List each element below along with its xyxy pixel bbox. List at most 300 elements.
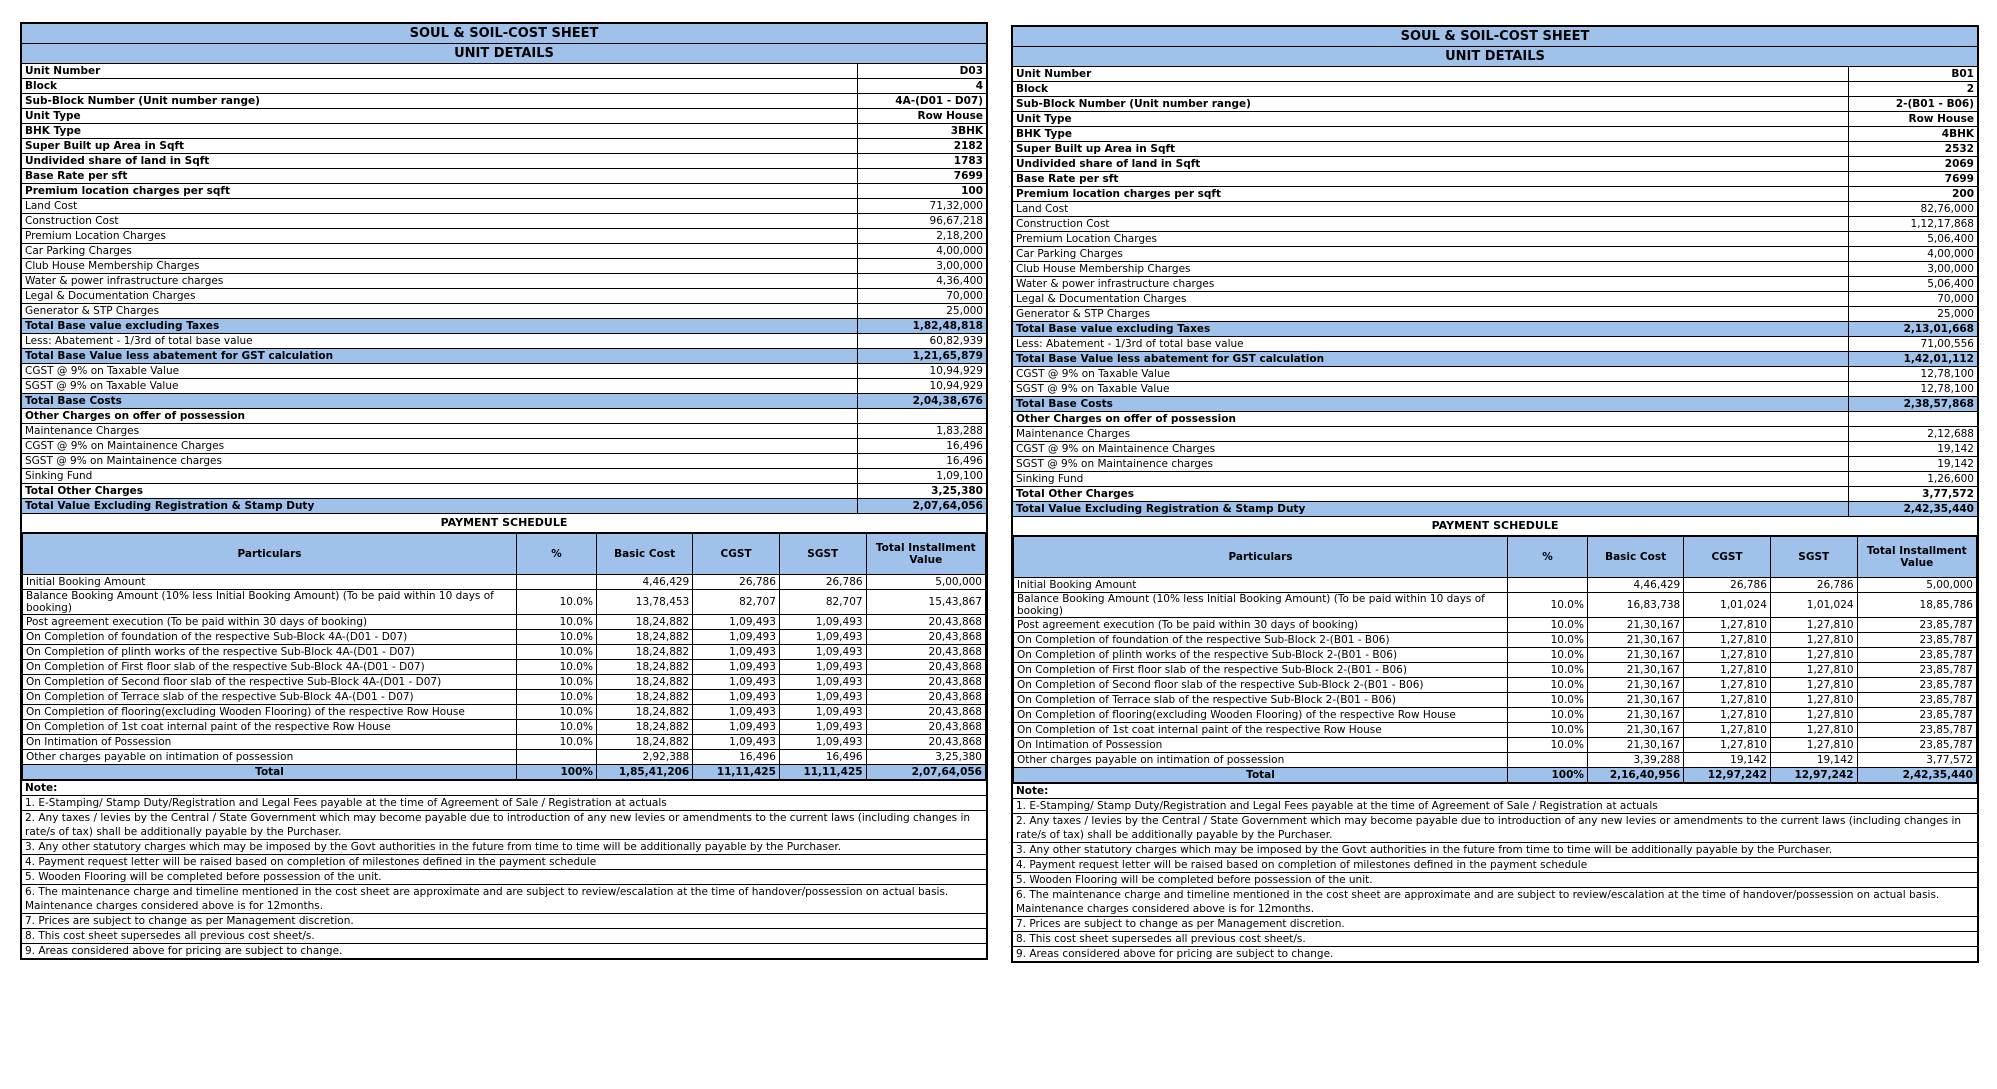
- detail-label: Sub-Block Number (Unit number range): [1013, 97, 1849, 112]
- schedule-cell: 3,77,572: [1857, 753, 1976, 768]
- detail-row: [1013, 502, 1977, 517]
- schedule-cell: 20,43,868: [866, 630, 985, 645]
- schedule-total-cell: 11,11,425: [779, 765, 866, 780]
- schedule-cell: 1,09,493: [693, 660, 780, 675]
- schedule-cell: 1,09,493: [693, 630, 780, 645]
- schedule-row: [23, 720, 986, 735]
- schedule-cell: 1,27,810: [1770, 708, 1857, 723]
- detail-label: Total Base Value less abatement for GST calculation: [22, 349, 858, 364]
- schedule-cell: 3,39,288: [1587, 753, 1683, 768]
- schedule-cell: On Completion of flooring(excluding Wooden Flooring) of the respective Row House: [23, 705, 517, 720]
- schedule-cell: 1,09,493: [779, 660, 866, 675]
- detail-row: [1013, 142, 1977, 157]
- schedule-row: [1014, 593, 1977, 618]
- schedule-total-cell: Total: [1014, 768, 1508, 783]
- detail-label: Other Charges on offer of possession: [1013, 412, 1849, 427]
- note-item: 4. Payment request letter will be raised based on completion of milestones defined in the payment schedule: [22, 854, 986, 869]
- detail-label: Club House Membership Charges: [1013, 262, 1849, 277]
- schedule-cell: 10.0%: [1508, 648, 1588, 663]
- schedule-cell: 20,43,868: [866, 705, 985, 720]
- detail-label: Water & power infrastructure charges: [22, 274, 858, 289]
- schedule-cell: 4,46,429: [596, 575, 692, 590]
- note-item: 3. Any other statutory charges which may be imposed by the Govt authorities in the future from time to time will be additionally payable by the Purchaser.: [22, 839, 986, 854]
- schedule-cell: 19,142: [1684, 753, 1771, 768]
- schedule-cell: 1,09,493: [693, 615, 780, 630]
- detail-row: [1013, 337, 1977, 352]
- schedule-cell: 1,27,810: [1684, 618, 1771, 633]
- detail-value: 1,12,17,868: [1849, 217, 1977, 232]
- schedule-cell: 20,43,868: [866, 690, 985, 705]
- schedule-cell: 20,43,868: [866, 735, 985, 750]
- detail-value: 25,000: [1849, 307, 1977, 322]
- detail-value: 2532: [1849, 142, 1977, 157]
- schedule-cell: 5,00,000: [1857, 578, 1976, 593]
- detail-label: Base Rate per sft: [22, 169, 858, 184]
- detail-row: [22, 484, 986, 499]
- detail-row: [1013, 292, 1977, 307]
- note-item: 5. Wooden Flooring will be completed before possession of the unit.: [1013, 872, 1977, 887]
- detail-row: [22, 379, 986, 394]
- schedule-cell: 21,30,167: [1587, 648, 1683, 663]
- schedule-row: [1014, 738, 1977, 753]
- notes-block: [1013, 783, 1977, 961]
- schedule-cell: 1,01,024: [1684, 593, 1771, 618]
- detail-value: 4A-(D01 - D07): [858, 94, 986, 109]
- schedule-total-cell: 2,16,40,956: [1587, 768, 1683, 783]
- detail-value: 7699: [1849, 172, 1977, 187]
- detail-value: 16,496: [858, 439, 986, 454]
- detail-value: 2069: [1849, 157, 1977, 172]
- schedule-cell: On Completion of 1st coat internal paint of the respective Row House: [23, 720, 517, 735]
- detail-value: 25,000: [858, 304, 986, 319]
- detail-row: [22, 109, 986, 124]
- schedule-cell: 1,09,493: [693, 690, 780, 705]
- detail-value: 1,42,01,112: [1849, 352, 1977, 367]
- schedule-row: [1014, 753, 1977, 768]
- schedule-cell: On Completion of foundation of the respective Sub-Block 4A-(D01 - D07): [23, 630, 517, 645]
- schedule-cell: 23,85,787: [1857, 723, 1976, 738]
- sheet-title: SOUL & SOIL-COST SHEET: [22, 24, 986, 44]
- schedule-cell: Initial Booking Amount: [1014, 578, 1508, 593]
- detail-value: 1,83,288: [858, 424, 986, 439]
- schedule-total-row: [23, 765, 986, 780]
- schedule-cell: Post agreement execution (To be paid within 30 days of booking): [23, 615, 517, 630]
- detail-value: 4,00,000: [858, 244, 986, 259]
- schedule-cell: 18,24,882: [596, 630, 692, 645]
- schedule-cell: On Completion of Terrace slab of the respective Sub-Block 2-(B01 - B06): [1014, 693, 1508, 708]
- schedule-cell: 26,786: [1684, 578, 1771, 593]
- schedule-row: [23, 675, 986, 690]
- schedule-cell: 16,83,738: [1587, 593, 1683, 618]
- detail-row: [22, 394, 986, 409]
- schedule-header-cell: Particulars: [23, 534, 517, 575]
- note-item: 8. This cost sheet supersedes all previous cost sheet/s.: [22, 928, 986, 943]
- detail-value: 2,04,38,676: [858, 394, 986, 409]
- note-item: 4. Payment request letter will be raised based on completion of milestones defined in the payment schedule: [1013, 857, 1977, 872]
- detail-row: [1013, 82, 1977, 97]
- detail-label: Land Cost: [1013, 202, 1849, 217]
- detail-label: Maintenance Charges: [22, 424, 858, 439]
- schedule-cell: 82,707: [693, 590, 780, 615]
- detail-label: Other Charges on offer of possession: [22, 409, 858, 424]
- detail-label: Undivided share of land in Sqft: [1013, 157, 1849, 172]
- schedule-cell: 10.0%: [1508, 633, 1588, 648]
- detail-label: Block: [1013, 82, 1849, 97]
- schedule-row: [1014, 723, 1977, 738]
- schedule-row: [23, 645, 986, 660]
- schedule-cell: 1,09,493: [779, 720, 866, 735]
- detail-value: 70,000: [1849, 292, 1977, 307]
- detail-value: 2,38,57,868: [1849, 397, 1977, 412]
- detail-row: [1013, 247, 1977, 262]
- schedule-cell: [517, 750, 597, 765]
- schedule-cell: 21,30,167: [1587, 663, 1683, 678]
- sheet-title: SOUL & SOIL-COST SHEET: [1013, 27, 1977, 47]
- schedule-cell: 20,43,868: [866, 720, 985, 735]
- schedule-cell: 1,27,810: [1770, 738, 1857, 753]
- detail-label: CGST @ 9% on Taxable Value: [1013, 367, 1849, 382]
- schedule-cell: 18,24,882: [596, 615, 692, 630]
- schedule-cell: 26,786: [779, 575, 866, 590]
- detail-value: 71,32,000: [858, 199, 986, 214]
- schedule-cell: 19,142: [1770, 753, 1857, 768]
- detail-label: Sinking Fund: [22, 469, 858, 484]
- detail-row: [22, 214, 986, 229]
- schedule-cell: 18,24,882: [596, 675, 692, 690]
- detail-label: Undivided share of land in Sqft: [22, 154, 858, 169]
- schedule-cell: 21,30,167: [1587, 693, 1683, 708]
- detail-label: Super Built up Area in Sqft: [22, 139, 858, 154]
- detail-value: 4BHK: [1849, 127, 1977, 142]
- detail-row: [1013, 382, 1977, 397]
- schedule-row: [1014, 663, 1977, 678]
- detail-value: 96,67,218: [858, 214, 986, 229]
- detail-row: [1013, 457, 1977, 472]
- detail-row: [1013, 427, 1977, 442]
- schedule-cell: 4,46,429: [1587, 578, 1683, 593]
- schedule-cell: 10.0%: [517, 645, 597, 660]
- detail-row: [1013, 187, 1977, 202]
- detail-row: [22, 424, 986, 439]
- schedule-cell: 1,27,810: [1684, 678, 1771, 693]
- schedule-cell: 1,09,493: [779, 675, 866, 690]
- schedule-header-cell: %: [517, 534, 597, 575]
- schedule-row: [23, 615, 986, 630]
- notes-heading: Note:: [1013, 783, 1977, 798]
- schedule-cell: 10.0%: [517, 590, 597, 615]
- schedule-row: [23, 735, 986, 750]
- schedule-total-cell: 12,97,242: [1770, 768, 1857, 783]
- schedule-cell: [517, 575, 597, 590]
- unit-details-table: [22, 64, 986, 514]
- schedule-cell: 5,00,000: [866, 575, 985, 590]
- detail-value: [858, 409, 986, 424]
- detail-label: Sub-Block Number (Unit number range): [22, 94, 858, 109]
- detail-label: BHK Type: [22, 124, 858, 139]
- schedule-cell: 1,27,810: [1684, 723, 1771, 738]
- detail-value: 16,496: [858, 454, 986, 469]
- schedule-cell: 23,85,787: [1857, 678, 1976, 693]
- detail-value: 2,13,01,668: [1849, 322, 1977, 337]
- detail-label: SGST @ 9% on Taxable Value: [1013, 382, 1849, 397]
- detail-label: CGST @ 9% on Maintainence Charges: [22, 439, 858, 454]
- detail-row: [22, 229, 986, 244]
- detail-label: Less: Abatement - 1/3rd of total base value: [22, 334, 858, 349]
- schedule-row: [23, 575, 986, 590]
- detail-value: Row House: [858, 109, 986, 124]
- schedule-header-cell: Basic Cost: [1587, 537, 1683, 578]
- detail-label: Less: Abatement - 1/3rd of total base value: [1013, 337, 1849, 352]
- schedule-cell: 23,85,787: [1857, 633, 1976, 648]
- schedule-cell: 10.0%: [517, 660, 597, 675]
- detail-label: BHK Type: [1013, 127, 1849, 142]
- detail-value: 2,07,64,056: [858, 499, 986, 514]
- schedule-cell: 10.0%: [517, 675, 597, 690]
- detail-value: 82,76,000: [1849, 202, 1977, 217]
- schedule-total-cell: Total: [23, 765, 517, 780]
- detail-label: CGST @ 9% on Maintainence Charges: [1013, 442, 1849, 457]
- schedule-cell: On Completion of First floor slab of the respective Sub-Block 2-(B01 - B06): [1014, 663, 1508, 678]
- detail-row: [1013, 397, 1977, 412]
- schedule-cell: On Completion of plinth works of the respective Sub-Block 2-(B01 - B06): [1014, 648, 1508, 663]
- detail-label: Sinking Fund: [1013, 472, 1849, 487]
- detail-row: [1013, 322, 1977, 337]
- detail-row: [1013, 262, 1977, 277]
- detail-label: Generator & STP Charges: [1013, 307, 1849, 322]
- detail-row: [1013, 202, 1977, 217]
- schedule-cell: 21,30,167: [1587, 723, 1683, 738]
- schedule-cell: 21,30,167: [1587, 738, 1683, 753]
- schedule-cell: 18,24,882: [596, 720, 692, 735]
- detail-label: Total Base Value less abatement for GST calculation: [1013, 352, 1849, 367]
- schedule-cell: 20,43,868: [866, 675, 985, 690]
- schedule-cell: On Intimation of Possession: [1014, 738, 1508, 753]
- detail-label: SGST @ 9% on Taxable Value: [22, 379, 858, 394]
- schedule-cell: On Completion of Terrace slab of the respective Sub-Block 4A-(D01 - D07): [23, 690, 517, 705]
- detail-row: [1013, 352, 1977, 367]
- schedule-cell: 10.0%: [1508, 618, 1588, 633]
- detail-label: Water & power infrastructure charges: [1013, 277, 1849, 292]
- schedule-cell: 1,27,810: [1770, 633, 1857, 648]
- schedule-cell: [1508, 578, 1588, 593]
- schedule-cell: 16,496: [779, 750, 866, 765]
- schedule-cell: 21,30,167: [1587, 618, 1683, 633]
- detail-value: 10,94,929: [858, 379, 986, 394]
- schedule-row: [23, 750, 986, 765]
- schedule-total-cell: 11,11,425: [693, 765, 780, 780]
- schedule-cell: [1508, 753, 1588, 768]
- schedule-header-cell: Total Installment Value: [1857, 537, 1976, 578]
- schedule-cell: 2,92,388: [596, 750, 692, 765]
- detail-value: [1849, 412, 1977, 427]
- detail-row: [22, 349, 986, 364]
- detail-row: [1013, 127, 1977, 142]
- schedule-cell: 26,786: [1770, 578, 1857, 593]
- detail-row: [22, 439, 986, 454]
- detail-row: [1013, 472, 1977, 487]
- schedule-cell: Other charges payable on intimation of possession: [23, 750, 517, 765]
- detail-label: Premium location charges per sqft: [22, 184, 858, 199]
- schedule-header-cell: Basic Cost: [596, 534, 692, 575]
- schedule-cell: 10.0%: [517, 690, 597, 705]
- detail-label: Base Rate per sft: [1013, 172, 1849, 187]
- detail-value: 3BHK: [858, 124, 986, 139]
- schedule-cell: 1,27,810: [1684, 663, 1771, 678]
- detail-row: [1013, 277, 1977, 292]
- detail-row: [1013, 97, 1977, 112]
- schedule-cell: 23,85,787: [1857, 648, 1976, 663]
- schedule-cell: 1,09,493: [693, 705, 780, 720]
- detail-label: Land Cost: [22, 199, 858, 214]
- detail-label: Unit Type: [22, 109, 858, 124]
- detail-label: Unit Number: [22, 64, 858, 79]
- schedule-header-cell: Total Installment Value: [866, 534, 985, 575]
- detail-row: [1013, 217, 1977, 232]
- note-item: 2. Any taxes / levies by the Central / State Government which may become payable due to introduction of any new levies or amendments to the current laws (including changes in rate/s of tax) shall be additionally payable by the Purchaser.: [1013, 813, 1977, 842]
- schedule-cell: 3,25,380: [866, 750, 985, 765]
- schedule-cell: 23,85,787: [1857, 663, 1976, 678]
- schedule-cell: 1,01,024: [1770, 593, 1857, 618]
- schedule-cell: 18,24,882: [596, 690, 692, 705]
- schedule-cell: On Completion of flooring(excluding Wooden Flooring) of the respective Row House: [1014, 708, 1508, 723]
- detail-label: Generator & STP Charges: [22, 304, 858, 319]
- detail-row: [1013, 307, 1977, 322]
- schedule-cell: Initial Booking Amount: [23, 575, 517, 590]
- note-item: 9. Areas considered above for pricing are subject to change.: [1013, 946, 1977, 961]
- schedule-row: [23, 705, 986, 720]
- schedule-row: [1014, 693, 1977, 708]
- note-item: 1. E-Stamping/ Stamp Duty/Registration and Legal Fees payable at the time of Agreement of Sale / Registration at actuals: [1013, 798, 1977, 813]
- schedule-row: [23, 690, 986, 705]
- detail-value: 12,78,100: [1849, 382, 1977, 397]
- schedule-cell: 20,43,868: [866, 645, 985, 660]
- detail-value: 3,25,380: [858, 484, 986, 499]
- schedule-header-cell: CGST: [693, 534, 780, 575]
- schedule-cell: 1,27,810: [1684, 738, 1771, 753]
- schedule-total-cell: 2,07,64,056: [866, 765, 985, 780]
- cost-sheet-left: [20, 22, 988, 960]
- note-item: 2. Any taxes / levies by the Central / State Government which may become payable due to introduction of any new levies or amendments to the current laws (including changes in rate/s of tax) shall be additionally payable by the Purchaser.: [22, 810, 986, 839]
- detail-label: Total Value Excluding Registration & Stamp Duty: [1013, 502, 1849, 517]
- detail-label: Premium Location Charges: [1013, 232, 1849, 247]
- schedule-cell: On Intimation of Possession: [23, 735, 517, 750]
- detail-value: D03: [858, 64, 986, 79]
- schedule-cell: 1,27,810: [1770, 618, 1857, 633]
- cost-sheet-right: [1011, 25, 1979, 963]
- detail-value: 100: [858, 184, 986, 199]
- detail-value: 4: [858, 79, 986, 94]
- detail-label: SGST @ 9% on Maintainence charges: [22, 454, 858, 469]
- schedule-cell: 21,30,167: [1587, 708, 1683, 723]
- schedule-cell: On Completion of plinth works of the respective Sub-Block 4A-(D01 - D07): [23, 645, 517, 660]
- schedule-cell: 18,24,882: [596, 735, 692, 750]
- detail-label: Car Parking Charges: [22, 244, 858, 259]
- schedule-cell: 18,24,882: [596, 660, 692, 675]
- schedule-total-cell: 1,85,41,206: [596, 765, 692, 780]
- schedule-cell: 15,43,867: [866, 590, 985, 615]
- detail-value: 200: [1849, 187, 1977, 202]
- notes-block: [22, 780, 986, 958]
- schedule-cell: 1,09,493: [779, 735, 866, 750]
- schedule-cell: 10.0%: [1508, 593, 1588, 618]
- detail-row: [22, 199, 986, 214]
- detail-value: Row House: [1849, 112, 1977, 127]
- payment-schedule-title: PAYMENT SCHEDULE: [22, 514, 986, 533]
- schedule-cell: 1,27,810: [1770, 723, 1857, 738]
- note-item: 5. Wooden Flooring will be completed before possession of the unit.: [22, 869, 986, 884]
- schedule-cell: 1,27,810: [1684, 708, 1771, 723]
- schedule-cell: 10.0%: [517, 705, 597, 720]
- schedule-cell: 1,27,810: [1684, 633, 1771, 648]
- schedule-row: [1014, 633, 1977, 648]
- detail-label: Unit Type: [1013, 112, 1849, 127]
- schedule-cell: Balance Booking Amount (10% less Initial Booking Amount) (To be paid within 10 days of booking): [1014, 593, 1508, 618]
- schedule-total-cell: 12,97,242: [1684, 768, 1771, 783]
- detail-value: 2,42,35,440: [1849, 502, 1977, 517]
- unit-details-table: [1013, 67, 1977, 517]
- title-block: [22, 24, 986, 64]
- detail-label: Total Other Charges: [1013, 487, 1849, 502]
- detail-label: Total Base Costs: [1013, 397, 1849, 412]
- schedule-total-cell: 100%: [517, 765, 597, 780]
- unit-details-heading: UNIT DETAILS: [454, 46, 554, 61]
- schedule-cell: 26,786: [693, 575, 780, 590]
- detail-row: [22, 139, 986, 154]
- detail-row: [22, 94, 986, 109]
- schedule-cell: 1,09,493: [693, 675, 780, 690]
- schedule-cell: 1,27,810: [1684, 648, 1771, 663]
- schedule-row: [1014, 678, 1977, 693]
- schedule-cell: 23,85,787: [1857, 738, 1976, 753]
- schedule-cell: 10.0%: [1508, 663, 1588, 678]
- detail-row: [22, 289, 986, 304]
- schedule-header-cell: SGST: [1770, 537, 1857, 578]
- schedule-cell: On Completion of 1st coat internal paint of the respective Row House: [1014, 723, 1508, 738]
- note-item: 9. Areas considered above for pricing are subject to change.: [22, 943, 986, 958]
- detail-value: 1783: [858, 154, 986, 169]
- detail-label: Premium Location Charges: [22, 229, 858, 244]
- detail-value: 7699: [858, 169, 986, 184]
- schedule-cell: Balance Booking Amount (10% less Initial Booking Amount) (To be paid within 10 days of booking): [23, 590, 517, 615]
- payment-schedule-title: PAYMENT SCHEDULE: [1013, 517, 1977, 536]
- detail-value: 10,94,929: [858, 364, 986, 379]
- detail-label: Car Parking Charges: [1013, 247, 1849, 262]
- schedule-cell: 20,43,868: [866, 660, 985, 675]
- detail-row: [22, 454, 986, 469]
- detail-row: [22, 334, 986, 349]
- schedule-cell: 10.0%: [1508, 678, 1588, 693]
- detail-row: [22, 79, 986, 94]
- schedule-cell: 1,27,810: [1770, 663, 1857, 678]
- notes-heading: Note:: [22, 780, 986, 795]
- detail-row: [1013, 442, 1977, 457]
- detail-row: [22, 154, 986, 169]
- schedule-cell: 1,27,810: [1770, 693, 1857, 708]
- schedule-total-row: [1014, 768, 1977, 783]
- detail-value: 1,21,65,879: [858, 349, 986, 364]
- schedule-cell: 21,30,167: [1587, 678, 1683, 693]
- title-block: [1013, 27, 1977, 67]
- detail-row: [1013, 232, 1977, 247]
- note-item: 7. Prices are subject to change as per Management discretion.: [1013, 916, 1977, 931]
- schedule-total-cell: 2,42,35,440: [1857, 768, 1976, 783]
- schedule-cell: 1,09,493: [779, 645, 866, 660]
- detail-value: 2-(B01 - B06): [1849, 97, 1977, 112]
- schedule-total-cell: 100%: [1508, 768, 1588, 783]
- detail-value: 4,36,400: [858, 274, 986, 289]
- detail-label: Legal & Documentation Charges: [1013, 292, 1849, 307]
- schedule-cell: 1,27,810: [1770, 678, 1857, 693]
